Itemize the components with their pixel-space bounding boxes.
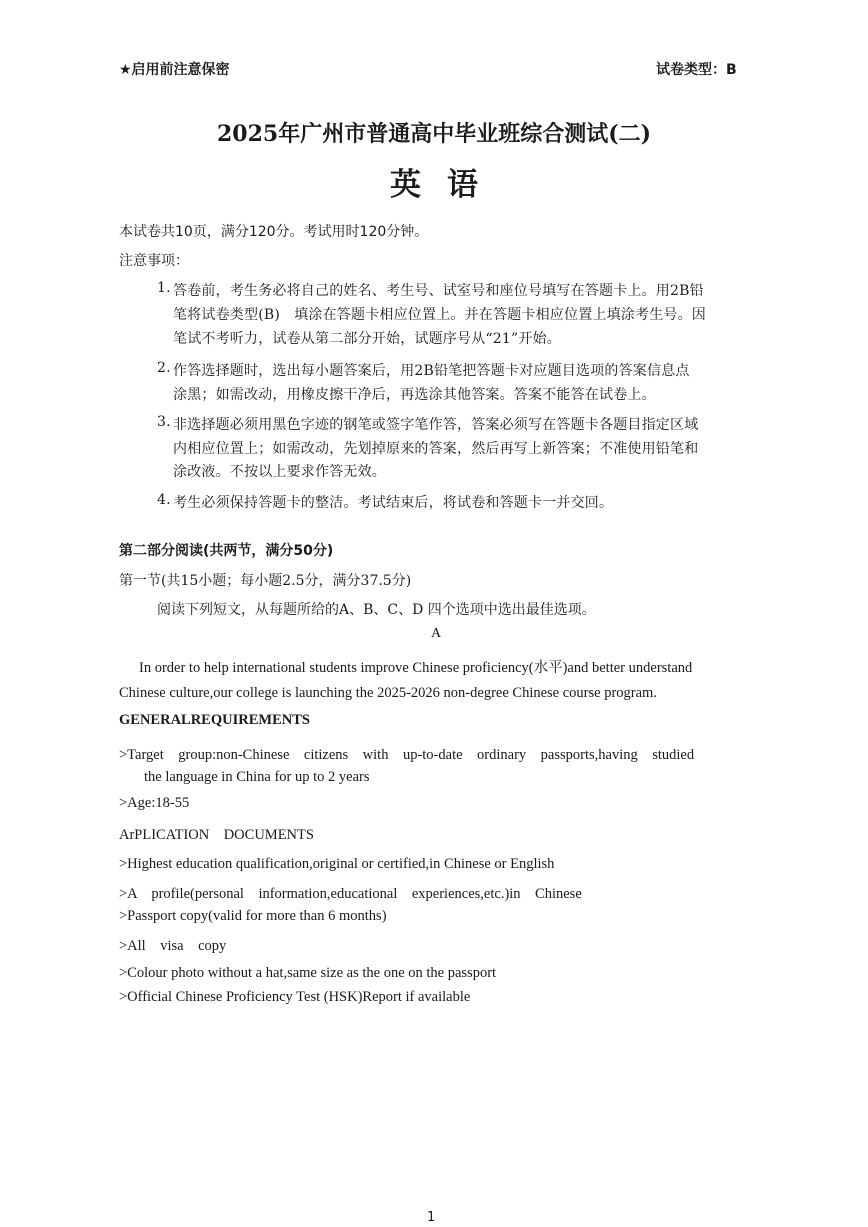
note-line: 答卷前，考生务必将自己的姓名、考生号、试室号和座位号填写在答题卡上。用2B铅: [173, 283, 704, 299]
confidential-label: ★启用前注意保密: [119, 62, 230, 78]
paper-type-label: 试卷类型：B: [656, 62, 737, 78]
section1-heading: 第一节(共15小题；每小题2.5分，满分37.5分): [119, 573, 412, 589]
note-line: 考生必须保持答题卡的整洁。考试结束后，将试卷和答题卡一并交回。: [173, 495, 614, 511]
list-item: >All visa copy: [119, 938, 227, 954]
list-item: >Passport copy(valid for more than 6 months): [119, 908, 387, 924]
note-number: 1.: [157, 280, 171, 296]
target-group-line: >Target group:non-Chinese citizens with up-to-date ordinary passports,having studied: [119, 747, 695, 763]
note-line: 笔将试卷类型(B) 填涂在答题卡相应位置上。并在答题卡相应位置上填涂考生号。因: [173, 307, 707, 323]
page-number: 1: [427, 1210, 436, 1225]
exam-summary: 本试卷共10页，满分120分。考试用时120分钟。: [119, 224, 429, 240]
passage-intro-line: In order to help international students improve Chinese proficiency(水平)and better understand: [139, 660, 693, 676]
passage-label: A: [431, 626, 442, 641]
application-documents-heading: ArPLICATION DOCUMENTS: [119, 827, 314, 843]
note-line: 作答选择题时，选出每小题答案后，用2B铅笔把答题卡对应题目选项的答案信息点: [173, 363, 690, 379]
age-requirement: >Age:18-55: [119, 795, 190, 811]
note-line: 涂改液。不按以上要求作答无效。: [173, 464, 386, 480]
note-number: 2.: [157, 360, 171, 376]
note-line: 涂黑；如需改动，用橡皮擦干净后，再选涂其他答案。答案不能答在试卷上。: [173, 387, 656, 403]
list-item: >Colour photo without a hat,same size as the one on the passport: [119, 965, 497, 981]
note-line: 非选择题必须用黑色字迹的钢笔或签字笔作答，答案必须写在答题卡各题目指定区域: [173, 417, 699, 433]
note-line: 笔试不考听力，试卷从第二部分开始，试题序号从“21”开始。: [173, 331, 561, 347]
list-item: >Official Chinese Proficiency Test (HSK)Report if available: [119, 989, 471, 1005]
list-item: >A profile(personal information,educational experiences,etc.)in Chinese: [119, 886, 582, 902]
reading-instruction: 阅读下列短文，从每题所给的A、B、C、D 四个选项中选出最佳选项。: [157, 602, 596, 618]
note-line: 内相应位置上；如需改动，先划掉原来的答案，然后再写上新答案；不准使用铅笔和: [173, 441, 699, 457]
passage-intro-line: Chinese culture,our college is launching the 2025-2026 non-degree Chinese course program.: [119, 685, 657, 701]
subject-title: 英语: [390, 167, 504, 203]
target-group-line: the language in China for up to 2 years: [144, 769, 370, 785]
note-number: 4.: [157, 492, 171, 508]
notes-heading: 注意事项：: [119, 253, 189, 269]
list-item: >Highest education qualification,original or certified,in Chinese or English: [119, 856, 555, 872]
exam-title: 2025年广州市普通高中毕业班综合测试(二): [216, 121, 652, 147]
general-requirements-heading: GENERALREQUIREMENTS: [119, 712, 310, 728]
part2-heading: 第二部分阅读(共两节，满分50分): [119, 543, 334, 559]
note-number: 3.: [157, 414, 171, 430]
